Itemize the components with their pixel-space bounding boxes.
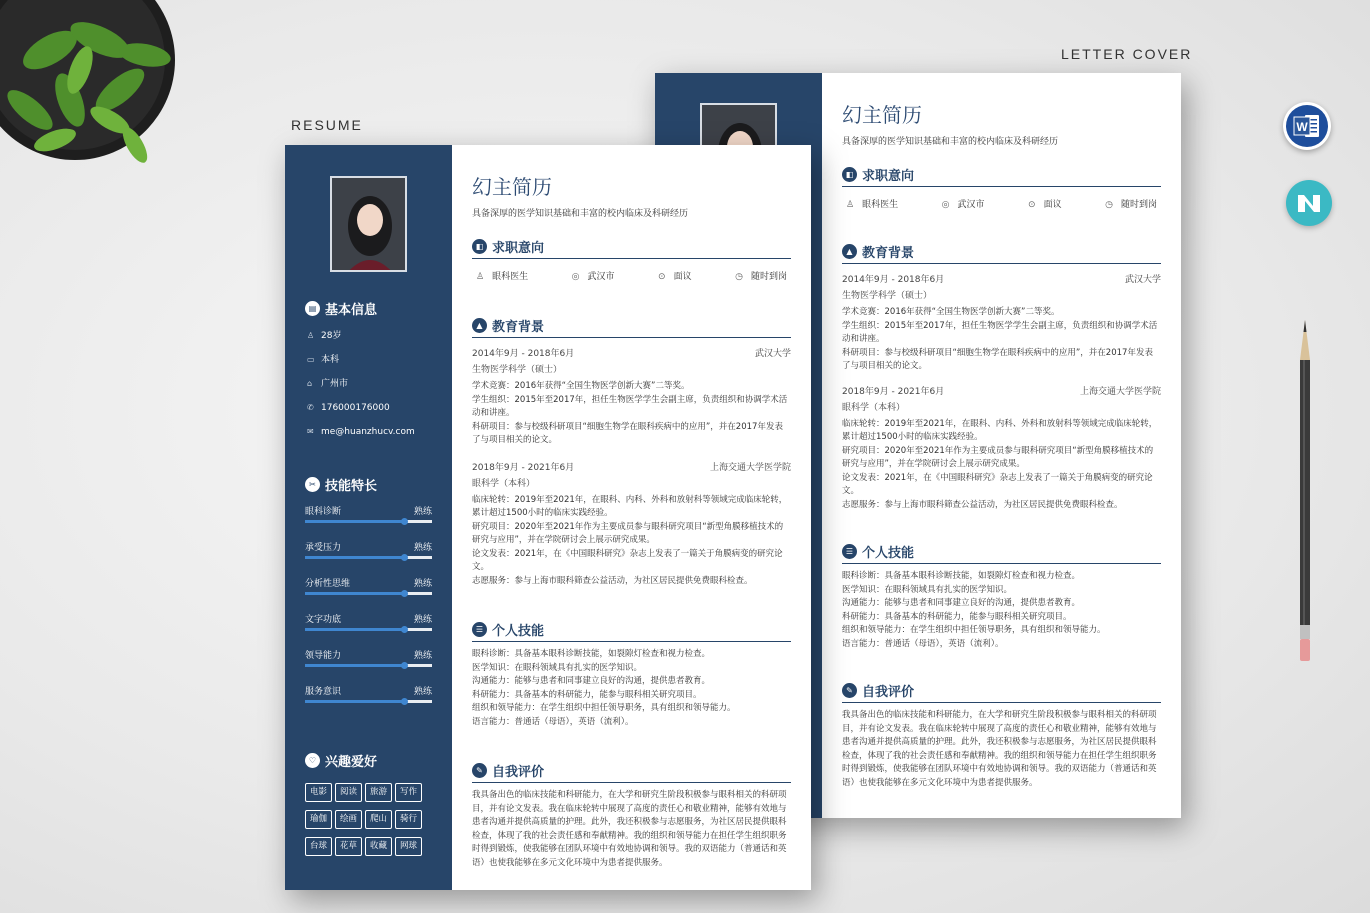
hobby-tag: 花草	[335, 837, 362, 856]
cover-main	[822, 73, 1181, 818]
edu1-line: 学生组织：2015年至2017年，担任生物医学学生会副主席，负责组织和协调学术活动和讲座。	[472, 394, 788, 418]
edu1-line: 科研项目：参与校级科研项目“细胞生物学在眼科疾病中的应用”，并在2017年发表了与项目相关的论文。	[472, 421, 783, 445]
n-app-icon[interactable]	[1286, 180, 1332, 226]
hobby-tag: 瑜伽	[305, 810, 332, 829]
skill-bar-row	[305, 612, 432, 648]
edu2-line: 临床轮转：2019年至2021年，在眼科、内科、外科和放射科等领域完成临床轮转，累计超过1500小时的临床实践经验。	[472, 494, 788, 518]
specialties-heading: 技能特长	[325, 479, 378, 494]
word-icon[interactable]	[1283, 102, 1331, 150]
skill-fill	[305, 592, 404, 595]
skills-list-icon: ☰	[472, 622, 487, 637]
svg-text:W: W	[1296, 120, 1308, 134]
cover-edu1-line: 学术竞赛：2016年获得“全国生物医学创新大赛”二等奖。	[842, 307, 1060, 317]
skill-track	[305, 628, 432, 631]
hobby-tag: 骑行	[395, 810, 422, 829]
skill-name: 眼科诊断	[305, 507, 342, 517]
cover-intent-city: 武汉市	[957, 200, 985, 210]
pencil-decoration	[1290, 320, 1320, 670]
skill-name: 分析性思维	[305, 579, 351, 589]
skill-bar-row	[305, 540, 432, 576]
resume-label: RESUME	[291, 117, 363, 133]
graduation-icon: ▲	[842, 244, 857, 259]
hobby-tag: 阅读	[335, 783, 362, 802]
edu1-degree: 生物医学科学（硕士）	[472, 365, 563, 375]
skill-knob	[401, 662, 408, 669]
skill-knob	[401, 554, 408, 561]
cover-edu1-line: 学生组织：2015年至2017年，担任生物医学学生会副主席，负责组织和协调学术活动和讲座。	[842, 320, 1158, 344]
person-icon: ♙	[846, 200, 855, 210]
cover-edu1-degree: 生物医学科学（硕士）	[842, 291, 933, 301]
intent-row	[472, 269, 791, 282]
hobby-tag: 电影	[305, 783, 332, 802]
id-card-icon: ▤	[305, 301, 320, 316]
edu2-line: 论文发表：2021年，在《中国眼科研究》杂志上发表了一篇关于角膜病变的研究论文。	[472, 548, 783, 572]
skill-track	[305, 520, 432, 523]
cover-intent-availability: 随时到岗	[1120, 200, 1157, 210]
cover-education-heading: 教育背景	[862, 246, 915, 261]
city-icon: ⌂	[307, 379, 313, 388]
intent-heading: 求职意向	[492, 241, 545, 256]
cover-title: 幻主简历	[842, 103, 922, 127]
age-icon: ♙	[307, 331, 315, 340]
skill-bar-row	[305, 648, 432, 684]
edu2-period: 2018年9月 - 2021年6月	[472, 462, 575, 473]
hobby-tag: 台球	[305, 837, 332, 856]
mail-icon: ✉	[307, 427, 314, 436]
skill-level: 熟练	[413, 507, 432, 517]
skill-name: 承受压力	[305, 543, 342, 553]
hobby-tag: 写作	[395, 783, 422, 802]
clock-icon: ◷	[1105, 200, 1113, 210]
info-city: 广州市	[321, 379, 349, 389]
skill-track	[305, 556, 432, 559]
skill-fill	[305, 628, 404, 631]
cover-skill-line: 沟通能力：能够与患者和同事建立良好的沟通，提供患者教育。	[842, 598, 1081, 608]
skill-track	[305, 592, 432, 595]
skill-knob	[401, 698, 408, 705]
cover-intent-row	[842, 197, 1161, 210]
cover-intent-salary: 面议	[1043, 200, 1062, 210]
plant-decoration	[0, 0, 190, 200]
cover-selfeval-heading: 自我评价	[862, 685, 915, 700]
person-icon: ♙	[476, 272, 485, 282]
cover-edu1-period: 2014年9月 - 2018年6月	[842, 275, 945, 285]
money-icon: ⊙	[1028, 200, 1036, 210]
hobby-tag: 网球	[395, 837, 422, 856]
selfeval-text: 我具备出色的临床技能和科研能力，在大学和研究生阶段积极参与眼科相关的科研项目，并有论文发表。我在临床轮转中展现了高度的责任心和敬业精神，能够有效地与患者沟通并提供高质量的护理。此外，我还积极参与志愿服务，为社区居民提供眼科检查，体现了我的社会责任感和奉献精神。我的组织和领导能力在担任学生组织职务时得到锻炼，使我能够在团队环境中有效地协调和领导。我的双语能力（普通话和英语）也使我能够在多元文化环境中为患者提供服务。	[472, 790, 787, 868]
skill-line: 组织和领导能力：在学生组织中担任领导职务，具有组织和领导能力。	[472, 703, 736, 713]
profile-photo	[330, 176, 407, 272]
edu2-school: 上海交通大学医学院	[709, 462, 791, 473]
skill-line: 科研能力：具备基本的科研能力，能参与眼科相关研究项目。	[472, 689, 702, 700]
skill-level: 熟练	[413, 579, 432, 589]
skill-level: 熟练	[413, 543, 432, 553]
skill-bar-row	[305, 684, 432, 720]
cover-edu2-line: 研究项目：2020年至2021年作为主要成员参与眼科研究项目“新型角膜移植技术的研究与应用”，并在学院研讨会上展示研究成果。	[842, 445, 1154, 469]
location-icon: ◎	[571, 272, 580, 282]
edu1-period: 2014年9月 - 2018年6月	[472, 349, 575, 359]
intent-salary: 面议	[673, 272, 692, 282]
tools-icon: ✂	[305, 477, 320, 492]
skill-name: 服务意识	[305, 687, 342, 697]
briefcase-icon: ◧	[842, 167, 857, 182]
cover-edu2-degree: 眼科学（本科）	[842, 402, 906, 413]
resume-page	[285, 145, 811, 890]
edu2-degree: 眼科学（本科）	[472, 478, 536, 489]
skill-line: 语言能力：普通话（母语），英语（流利）。	[472, 716, 634, 727]
edu2-line: 志愿服务：参与上海市眼科筛查公益活动，为社区居民提供免费眼科检查。	[472, 575, 753, 586]
graduation-icon: ▲	[472, 318, 487, 333]
cover-skills-heading: 个人技能	[862, 546, 915, 561]
intent-city: 武汉市	[587, 272, 615, 282]
cover-intent-heading: 求职意向	[862, 169, 915, 184]
resume-main	[452, 145, 811, 890]
letter-cover-label: LETTER COVER	[1061, 46, 1193, 62]
skill-track	[305, 700, 432, 703]
cover-edu2-school: 上海交通大学医学院	[1079, 386, 1161, 397]
skill-line: 沟通能力：能够与患者和同事建立良好的沟通，提供患者教育。	[472, 676, 711, 686]
education-heading: 教育背景	[492, 320, 545, 335]
skill-knob	[401, 590, 408, 597]
hobby-tag: 旅游	[365, 783, 392, 802]
skill-track	[305, 664, 432, 667]
hobby-tag: 收藏	[365, 837, 392, 856]
cover-edu1-line: 科研项目：参与校级科研项目“细胞生物学在眼科疾病中的应用”，并在2017年发表了与项目相关的论文。	[842, 347, 1153, 371]
cover-edu2-line: 临床轮转：2019年至2021年，在眼科、内科、外科和放射科等领域完成临床轮转，累计超过1500小时的临床实践经验。	[842, 418, 1158, 442]
skill-level: 熟练	[413, 615, 432, 625]
basic-info-heading: 基本信息	[325, 303, 378, 318]
cover-skill-line: 眼科诊断：具备基本眼科诊断技能，如裂隙灯检查和视力检查。	[842, 571, 1081, 581]
skill-bar-row	[305, 576, 432, 612]
skill-fill	[305, 664, 404, 667]
hobby-tag: 绘画	[335, 810, 362, 829]
edu1-line: 学术竞赛：2016年获得“全国生物医学创新大赛”二等奖。	[472, 381, 690, 391]
skills-heading: 个人技能	[492, 624, 545, 639]
skill-line: 医学知识：在眼科领域具有扎实的医学知识。	[472, 662, 643, 673]
resume-tagline: 具备深厚的医学知识基础和丰富的校内临床及科研经历	[472, 209, 689, 219]
skill-fill	[305, 700, 404, 703]
skill-fill	[305, 556, 404, 559]
pen-icon: ✎	[472, 763, 487, 778]
skills-list-icon: ☰	[842, 544, 857, 559]
briefcase-icon: ◧	[472, 239, 487, 254]
skill-fill	[305, 520, 404, 523]
cover-skill-line: 组织和领导能力：在学生组织中担任领导职务，具有组织和领导能力。	[842, 625, 1106, 635]
cover-intent-position: 眼科医生	[862, 200, 899, 210]
skill-knob	[401, 626, 408, 633]
education-icon: ▭	[307, 355, 315, 364]
cover-skill-line: 科研能力：具备基本的科研能力，能参与眼科相关研究项目。	[842, 611, 1072, 622]
money-icon: ⊙	[658, 272, 666, 282]
cover-skill-line: 语言能力：普通话（母语），英语（流利）。	[842, 638, 1004, 649]
skill-line: 眼科诊断：具备基本眼科诊断技能，如裂隙灯检查和视力检查。	[472, 649, 711, 659]
cover-tagline: 具备深厚的医学知识基础和丰富的校内临床及科研经历	[842, 137, 1059, 147]
resume-sidebar	[285, 145, 452, 890]
location-icon: ◎	[941, 200, 950, 210]
cover-edu2-line: 论文发表：2021年，在《中国眼科研究》杂志上发表了一篇关于角膜病变的研究论文。	[842, 472, 1153, 496]
info-phone: 176000176000	[321, 403, 390, 413]
cover-edu1-school: 武汉大学	[1124, 275, 1161, 285]
info-education: 本科	[321, 355, 340, 365]
skill-name: 领导能力	[305, 651, 342, 661]
intent-availability: 随时到岗	[750, 272, 787, 282]
hobbies-heading: 兴趣爱好	[325, 755, 378, 770]
resume-title: 幻主简历	[472, 175, 552, 199]
info-email: me@huanzhucv.com	[321, 427, 415, 437]
skill-level: 熟练	[413, 687, 432, 697]
edu1-school: 武汉大学	[754, 349, 791, 359]
cover-edu2-line: 志愿服务：参与上海市眼科筛查公益活动，为社区居民提供免费眼科检查。	[842, 499, 1123, 510]
clock-icon: ◷	[735, 272, 743, 282]
edu2-line: 研究项目：2020年至2021年作为主要成员参与眼科研究项目“新型角膜移植技术的研究与应用”，并在学院研讨会上展示研究成果。	[472, 521, 784, 545]
skill-name: 文字功底	[305, 615, 342, 625]
selfeval-heading: 自我评价	[492, 765, 545, 780]
hobby-tag: 爬山	[365, 810, 392, 829]
cover-skill-line: 医学知识：在眼科领域具有扎实的医学知识。	[842, 584, 1013, 595]
intent-position: 眼科医生	[492, 272, 529, 282]
skill-knob	[401, 518, 408, 525]
cover-selfeval-text: 我具备出色的临床技能和科研能力，在大学和研究生阶段积极参与眼科相关的科研项目，并有论文发表。我在临床轮转中展现了高度的责任心和敬业精神，能够有效地与患者沟通并提供高质量的护理。此外，我还积极参与志愿服务，为社区居民提供眼科检查，体现了我的社会责任感和奉献精神。我的组织和领导能力在担任学生组织职务时得到锻炼，使我能够在团队环境中有效地协调和领导。我的双语能力（普通话和英语）也使我能够在多元文化环境中为患者提供服务。	[842, 710, 1157, 788]
phone-icon: ✆	[307, 403, 314, 412]
info-age: 28岁	[321, 331, 342, 341]
pen-icon: ✎	[842, 683, 857, 698]
skill-level: 熟练	[413, 651, 432, 661]
heart-icon: ♡	[305, 753, 320, 768]
cover-edu2-period: 2018年9月 - 2021年6月	[842, 386, 945, 397]
skill-bar-row	[305, 504, 432, 540]
